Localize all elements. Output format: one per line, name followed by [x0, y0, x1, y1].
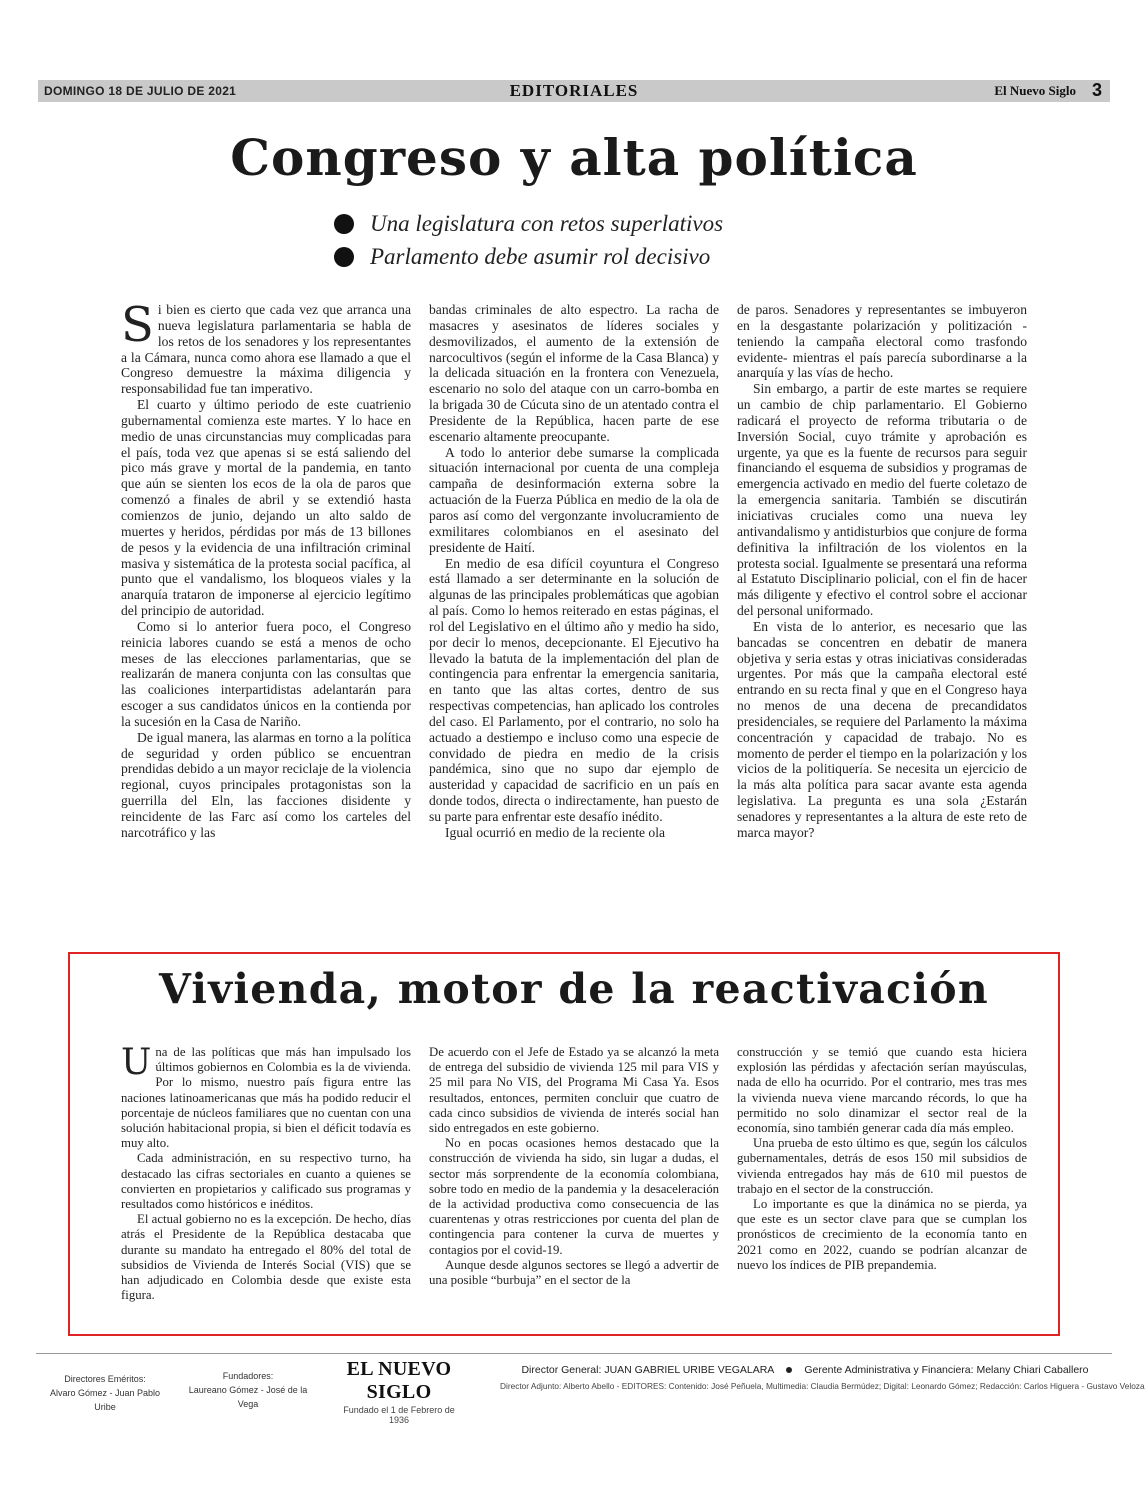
founding-date: Fundado el 1 de Febrero de 1936	[343, 1405, 455, 1425]
executive-credits	[500, 1364, 1110, 1376]
newspaper-logo: EL NUEVO SIGLO	[346, 1358, 452, 1403]
subhead-item	[334, 240, 723, 273]
article-paragraph: bandas criminales de alto espectro. La racha de masacres y asesinatos de líderes sociales y desmovilizados, el aumento de la extensión de narcocultivos (según el informe de la Casa Blanca) y la delicada situación en la frontera con Venezuela, escenario no solo del ataque con un carro-bomba en la brigada 30 de Cúcuta sino de un atentado contra el Presidente de la República, hacen parte de ese escenario altamente preocupante.	[429, 302, 719, 444]
article1-column-2	[429, 302, 719, 938]
article1-headline: Congreso y alta política	[230, 128, 918, 187]
separator-dot-icon	[786, 1367, 792, 1373]
bullet-dot-icon	[334, 247, 354, 267]
general-manager: Gerente Administrativa y Financiera: Melany Chiari Caballero	[804, 1364, 1089, 1376]
article-paragraph: Sin embargo, a partir de este martes se requiere un cambio de chip parlamentario. El Gobierno radicará el proyecto de reforma tributaria o de Inversión Social, cuyo trámite y aprobación es urgente, ya que es la fuente de recursos para seguir financiando el esquema de subsidios y programas de emergencia activado en medio del fuerte coletazo de la emergencia sanitaria. También se discutirán iniciativas cruciales como una nueva ley antivandalismo y antidisturbios que conjure de forma definitiva la infiltración de los violentos en la protesta social. Igualmente se presentará una reforma al Estatuto Disciplinario policial, con el fin de hacer más diligente y efectivo el control sobre el accionar del personal uniformado.	[737, 381, 1027, 619]
page-number: 3	[1091, 80, 1102, 100]
footer-emeritus-directors	[44, 1372, 166, 1414]
footer-logo	[334, 1358, 464, 1425]
article1-subheads	[334, 207, 723, 273]
drop-cap: U	[121, 1045, 152, 1083]
article-paragraph: De acuerdo con el Jefe de Estado ya se alcanzó la meta de entrega del subsidio de vivienda 125 mil para VIS y 25 mil para No VIS, del Programa Mi Casa Ya. Esos resultados, entonces, permiten concluir que cuatro de cada cinco subsidios de vivienda de interés social han sido entregados en este gobierno.	[429, 1045, 719, 1136]
article1-column-1	[121, 302, 411, 938]
footer-divider	[36, 1353, 1112, 1354]
article-paragraph: Lo importante es que la dinámica no se pierda, ya que este es un sector clave para que se cumplan los pronósticos de crecimiento de la economía tanto en 2021 como en 2022, cuando se podrían alcanzar de nuevo los índices de PIB prepandemia.	[737, 1197, 1027, 1272]
article-paragraph: Una prueba de esto último es que, según los cálculos gubernamentales, detrás de esos 150 mil subsidios de vivienda entregados hay más de 610 mil puestos de trabajo en el sector de la construcción.	[737, 1136, 1027, 1196]
article-paragraph: Igual ocurrió en medio de la reciente ola	[445, 824, 666, 840]
founders-names: Laureano Gómez - José de la Vega	[188, 1385, 308, 1409]
founders-title: Fundadores:	[222, 1371, 274, 1381]
article-paragraph	[121, 302, 411, 397]
paragraph-text: i bien es cierto que cada vez que arranca una nueva legislatura parlamentaria se habla de los retos de los senadores y los representantes a la Cámara, nunca como ahora ese llamado a que el Congreso demuestre la máxima diligencia y responsabilidad fue tan imperativo.	[121, 302, 411, 397]
article2-column-3	[737, 1045, 1027, 1330]
subhead-text: Parlamento debe asumir rol decisivo	[370, 243, 711, 269]
bullet-dot-icon	[334, 214, 354, 234]
footer-founders	[186, 1369, 310, 1411]
article-paragraph: El cuarto y último periodo de este cuatrienio gubernamental comienza este martes. Y lo hace en medio de unas circunstancias muy complicadas para el país, toda vez que apenas si se está saliendo del pico más grave y mortal de la pandemia, en tanto que aún se sienten los ecos de la ola de paros que comenzó a finales de abril y se extendió hasta comienzos de junio, dejando un alto saldo de muertes y heridos, pérdidas por más de 13 billones de pesos y la evidencia de una infiltración criminal masiva y sistemática de la protesta social pacífica, al punto que el vandalismo, los bloqueos viales y la anarquía trataron de imponerse al ejercicio legítimo del principio de autoridad.	[121, 397, 411, 619]
article2-column-1	[121, 1045, 411, 1330]
article2-headline: Vivienda, motor de la reactivación	[158, 965, 990, 1013]
issue-date: DOMINGO 18 DE JULIO DE 2021	[44, 84, 237, 98]
article-paragraph: Cada administración, en su respectivo turno, ha destacado las cifras sectoriales en cuanto a quienes se convierten en propietarios y calificado sus programas y resultados como históricos e inéditos.	[121, 1151, 411, 1212]
emeritus-names: Alvaro Gómez - Juan Pablo Uribe	[49, 1388, 161, 1412]
article-paragraph	[121, 1045, 411, 1151]
section-title: EDITORIALES	[509, 81, 639, 100]
subhead-text: Una legislatura con retos superlativos	[370, 210, 724, 236]
article-paragraph: No en pocas ocasiones hemos destacado que la construcción de vivienda ha sido, sin lugar a dudas, el sector más sorprendente de la economía colombiana, sobre todo en medio de la pandemia y la desaceleración de la actividad productiva como consecuencia de las cuarentenas y otras restricciones por cuenta del plan de contingencia para contener la curva de muertes y contagios por el covid-19.	[429, 1136, 719, 1257]
emeritus-title: Directores Eméritos:	[64, 1374, 146, 1384]
director-general: Director General: JUAN GABRIEL URIBE VEGALARA	[521, 1364, 775, 1376]
editorial-staff: Director Adjunto: Alberto Abello - EDITORES: Contenido: José Peñuela, Multimedia: Claudia Bermúdez; Digital: Leonardo Gómez; Redacción: Carlos Higuera - Gustavo Veloza	[500, 1381, 1145, 1391]
article-paragraph: En vista de lo anterior, es necesario que las bancadas se concentren en debatir de manera objetiva y seria estas y otras iniciativas consideradas urgentes. Por más que la campaña electoral esté entrando en su recta final y que en el Congreso haya no menos de una decena de precandidatos presidenciales, se requiere del Parlamento la máxima concentración y capacidad de trabajo. No es momento de perder el tiempo en la polarización y los vicios de la politiquería. Se necesita un ejercicio de la más alta política para sacar avante esta agenda legislativa. La pregunta es una sola ¿Estarán senadores y representantes a la altura de este reto de marca mayor?	[737, 618, 1027, 840]
article1-body	[121, 302, 1027, 938]
drop-cap: S	[121, 302, 154, 353]
article-paragraph: El actual gobierno no es la excepción. De hecho, días atrás el Presidente de la República destacaba que durante su mandato ha entregado el 80% del total de subsidios de Vivienda de Interés Social (VIS) que se han adjudicado en Colombia desde que existe esta figura.	[121, 1212, 411, 1303]
article-paragraph: A todo lo anterior debe sumarse la complicada situación internacional por cuenta de una compleja campaña de desinformación externa sobre la actuación de la Fuerza Pública en medio de la ola de paros así como del vergonzante involucramiento de exmilitares colombianos en el asesinato del presidente de Haití.	[429, 444, 719, 555]
footer-staff-credits	[500, 1364, 1145, 1391]
article-paragraph: En medio de esa difícil coyuntura el Congreso está llamado a ser determinante en la solución de algunas de las principales problemáticas que agobian al país. Como lo hemos reiterado en estas páginas, el rol del Legislativo en el último año y medio ha sido, por decir lo menos, decepcionante. El Ejecutivo ha llevado la batuta de la implementación del plan de contingencia para enfrentar la emergencia sanitaria, en tanto que las altas cortes, dentro de sus respectivas competencias, han aplicado los controles del caso. El Parlamento, por el contrario, no solo ha actuado a destiempo e incluso como una especie de convidado de piedra en medio de la crisis pandémica, sino que no supo dar ejemplo de austeridad y capacidad de sacrificio en un país en donde todos, directa o indirectamente, han puesto de su parte para enfrentar este desafío inédito.	[429, 555, 719, 824]
article-paragraph: construcción y se temió que cuando esta hiciera explosión las pérdidas y afectación serían mayúsculas, nada de ello ha ocurrido. Por el contrario, mes tras mes la vivienda nueva viene marcando récords, lo que ha permitido no solo dinamizar el sector real de la economía, sino también generar cada día más empleo.	[737, 1045, 1027, 1136]
article-paragraph: Como si lo anterior fuera poco, el Congreso reinicia labores cuando se está a menos de ocho meses de las elecciones parlamentarias, que se realizarán de manera conjunta con las consultas que las coaliciones interpartidistas adelantarán para escoger a sus candidatos únicos en la contienda por la sucesión en la Casa de Nariño.	[121, 618, 411, 729]
article-paragraph: De igual manera, las alarmas en torno a la política de seguridad y orden público se encuentran prendidas debido a un mayor reciclaje de la violencia regional, cuyos principales protagonistas son la guerrilla del Eln, las facciones disidente y reincidente de las Farc así como los carteles del narcotráfico y las	[121, 729, 411, 840]
subhead-item	[334, 207, 723, 240]
article1-column-3	[737, 302, 1027, 938]
article-paragraph: Aunque desde algunos sectores se llegó a advertir de una posible “burbuja” en el sector de la	[429, 1257, 719, 1288]
masthead-brand: El Nuevo Siglo	[994, 83, 1076, 98]
article-paragraph: de paros. Senadores y representantes se imbuyeron en la desgastante polarización y politización -teniendo la campaña electoral como trasfondo evidente- mientras el país parecía subordinarse a la anarquía y las vías de hecho.	[737, 302, 1027, 381]
section-header-bar	[38, 80, 1110, 102]
paragraph-text: na de las políticas que más han impulsado los últimos gobiernos en Colombia es la de vivienda. Por lo mismo, nuestro país figura entre las naciones latinoamericanas que más ha podido reducir el porcentaje de núcleos familiares que no cuentan con una solución habitacional propia, si bien el déficit todavía es muy alto.	[121, 1045, 411, 1151]
article2-body	[121, 1045, 1027, 1330]
article2-column-2	[429, 1045, 719, 1330]
